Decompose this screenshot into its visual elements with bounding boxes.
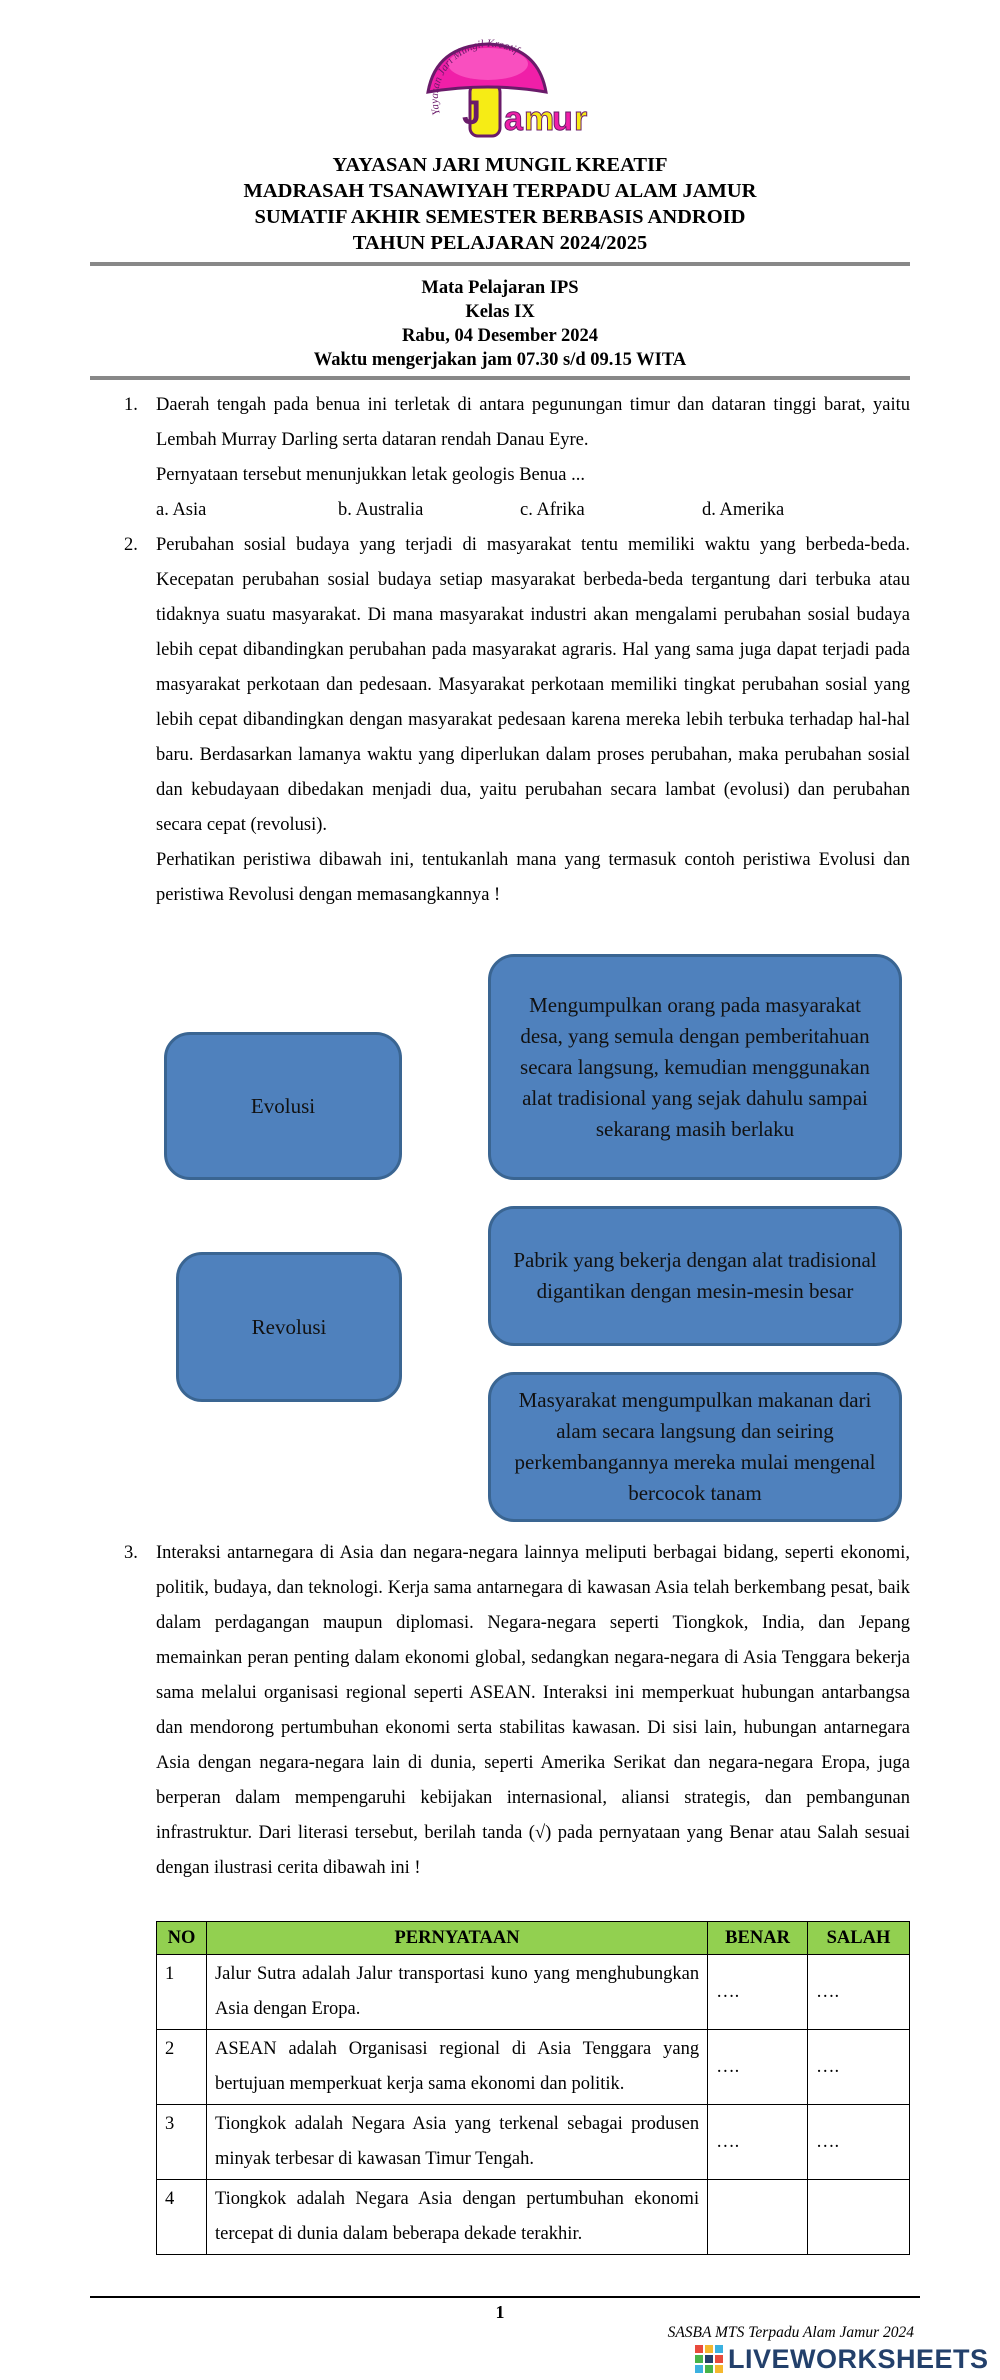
- school-logo: [388, 22, 608, 152]
- subject-line: Mata Pelajaran IPS: [421, 278, 579, 298]
- page-number: 1: [495, 2302, 505, 2322]
- true-false-table: [156, 1921, 910, 2255]
- question-1: [124, 388, 910, 528]
- true-answer-cell[interactable]: ….: [708, 1955, 808, 2030]
- row-number: 2: [157, 2030, 207, 2105]
- row-number: 4: [157, 2180, 207, 2255]
- header-line: MADRASAH TSANAWIYAH TERPADU ALAM JAMUR: [243, 180, 757, 202]
- logo-letter-a: a: [504, 100, 523, 138]
- col-header-true: BENAR: [708, 1922, 808, 1955]
- true-answer-cell[interactable]: [708, 2180, 808, 2255]
- col-header-false: SALAH: [808, 1922, 910, 1955]
- true-answer-cell[interactable]: ….: [708, 2105, 808, 2180]
- false-answer-cell[interactable]: ….: [808, 1955, 910, 2030]
- info-divider: [90, 376, 910, 380]
- row-statement: Tiongkok adalah Negara Asia yang terkenal sebagai produsen minyak terbesar di kawasan Timur Tengah.: [206, 2105, 707, 2180]
- question-paragraph: Interaksi antarnegara di Asia dan negara-negara lainnya meliputi berbagai bidang, seperti ekonomi, politik, budaya, dan teknologi. Kerja sama antarnegara di kawasan Asia telah berkembang pesat, baik dalam perdagangan maupun diplomasi. Negara-negara seperti Tiongkok, India, dan Jepang memainkan peran penting dalam ekonomi global, sedangkan negara-negara di Asia Tenggara bekerja sama melalui organisasi regional seperti ASEAN. Interaksi ini memperkuat hubungan antarbangsa dan mendorong pertumbuhan ekonomi serta stabilitas kawasan. Di sisi lain, hubungan antarnegara Asia dengan negara-negara lain di dunia, seperti Amerika Serikat dan negara-negara Eropa, juga berperan dalam mempengaruhi kebijakan internasional, aliansi strategis, dan pembangunan infrastruktur. Dari literasi tersebut, berilah tanda (√) pada pernyataan yang Benar atau Salah sesuai dengan ilustrasi cerita dibawah ini !: [156, 1543, 910, 1878]
- header-line: SUMATIF AKHIR SEMESTER BERBASIS ANDROID: [254, 206, 746, 228]
- header-line: TAHUN PELAJARAN 2024/2025: [352, 232, 648, 254]
- liveworksheets-logo-icon: [694, 2344, 724, 2374]
- table-row: [157, 2105, 910, 2180]
- option-c[interactable]: c. Afrika: [520, 500, 585, 520]
- footer-caption: SASBA MTS Terpadu Alam Jamur 2024: [667, 2324, 914, 2341]
- logo-letter-m: m: [524, 100, 555, 138]
- header-divider: [90, 262, 910, 266]
- logo-letter-u: u: [552, 100, 573, 138]
- liveworksheets-brand: [694, 2341, 1000, 2377]
- row-statement: Tiongkok adalah Negara Asia dengan pertumbuhan ekonomi tercepat di dunia dalam beberapa dekade terakhir.: [206, 2180, 707, 2255]
- question-number: 2.: [124, 535, 138, 555]
- option-a[interactable]: a. Asia: [156, 500, 207, 520]
- question-number: 3.: [124, 1543, 138, 1563]
- col-header-statement: PERNYATAAN: [206, 1922, 707, 1955]
- false-answer-cell[interactable]: [808, 2180, 910, 2255]
- row-number: 1: [157, 1955, 207, 2030]
- row-statement: ASEAN adalah Organisasi regional di Asia Tenggara yang bertujuan memperkuat kerja sama ekonomi dan politik.: [206, 2030, 707, 2105]
- mushroom-logo-icon: [388, 22, 608, 152]
- question-number: 1.: [124, 395, 138, 415]
- match-left-evolusi[interactable]: Evolusi: [164, 1032, 402, 1180]
- logo-arc-text: Yayasan Jari Mungil Kreatif: [428, 37, 521, 117]
- question-2: [124, 528, 910, 913]
- header-line: YAYASAN JARI MUNGIL KREATIF: [332, 154, 668, 176]
- class-line: Kelas IX: [465, 302, 535, 322]
- footer-divider: [90, 2296, 920, 2298]
- question-instruction: Perhatikan peristiwa dibawah ini, tentukanlah mana yang termasuk contoh peristiwa Evolusi dan peristiwa Revolusi dengan memasangkannya !: [156, 850, 910, 905]
- question-paragraph: Perubahan sosial budaya yang terjadi di masyarakat tentu memiliki waktu yang berbeda-beda. Kecepatan perubahan sosial budaya setiap masyarakat berbeda-beda tergantung dari terbuka atau tidaknya suatu masyarakat. Di mana masyarakat industri akan mengalami perubahan sosial budaya lebih cepat dibandingkan perubahan pada masyarakat agraris. Hal yang sama juga dapat terjadi pada masyarakat perkotaan dan pedesaan. Masyarakat perkotaan memiliki tingkat perubahan sosial yang lebih cepat dibandingkan dengan masyarakat pedesaan karena mereka lebih terbuka terhadap hal-hal baru. Berdasarkan lamanya waktu yang diperlukan dalam proses perubahan, maka perubahan sosial dan kebudayaan dibedakan menjadi dua, yaitu perubahan secara lambat (evolusi) dan perubahan secara cepat (revolusi).: [156, 535, 910, 835]
- row-statement: Jalur Sutra adalah Jalur transportasi kuno yang menghubungkan Asia dengan Eropa.: [206, 1955, 707, 2030]
- exam-info: [90, 276, 910, 372]
- date-line: Rabu, 04 Desember 2024: [402, 326, 598, 346]
- logo-letter-j: J: [462, 94, 481, 132]
- match-right-statement-3[interactable]: Masyarakat mengumpulkan makanan dari alam secara langsung dan seiring perkembangannya mereka mulai mengenal bercocok tanam: [488, 1372, 902, 1522]
- logo-letter-r: r: [574, 100, 588, 138]
- row-number: 3: [157, 2105, 207, 2180]
- match-right-statement-2[interactable]: Pabrik yang bekerja dengan alat tradisional digantikan dengan mesin-mesin besar: [488, 1206, 902, 1346]
- question-text: Daerah tengah pada benua ini terletak di antara pegunungan timur dan dataran tinggi barat, yaitu Lembah Murray Darling serta dataran rendah Danau Eyre.: [156, 395, 910, 450]
- false-answer-cell[interactable]: ….: [808, 2105, 910, 2180]
- option-d[interactable]: d. Amerika: [702, 500, 785, 520]
- match-left-revolusi[interactable]: Revolusi: [176, 1252, 402, 1402]
- table-row: [157, 2030, 910, 2105]
- answer-options: [156, 493, 910, 528]
- time-line: Waktu mengerjakan jam 07.30 s/d 09.15 WITA: [313, 350, 687, 370]
- table-header-row: [157, 1922, 910, 1955]
- question-3: [124, 1536, 910, 1886]
- false-answer-cell[interactable]: ….: [808, 2030, 910, 2105]
- liveworksheets-wordmark[interactable]: LIVEWORKSHEETS: [728, 2343, 989, 2374]
- match-right-statement-1[interactable]: Mengumpulkan orang pada masyarakat desa, yang semula dengan pemberitahuan secara langsung, kemudian menggunakan alat tradisional yang sejak dahulu sampai sekarang masih berlaku: [488, 954, 902, 1180]
- school-header: [90, 152, 910, 256]
- table-row: [157, 2180, 910, 2255]
- true-answer-cell[interactable]: ….: [708, 2030, 808, 2105]
- col-header-no: NO: [157, 1922, 207, 1955]
- option-b[interactable]: b. Australia: [338, 500, 424, 520]
- table-row: [157, 1955, 910, 2030]
- question-prompt: Pernyataan tersebut menunjukkan letak geologis Benua ...: [156, 465, 585, 485]
